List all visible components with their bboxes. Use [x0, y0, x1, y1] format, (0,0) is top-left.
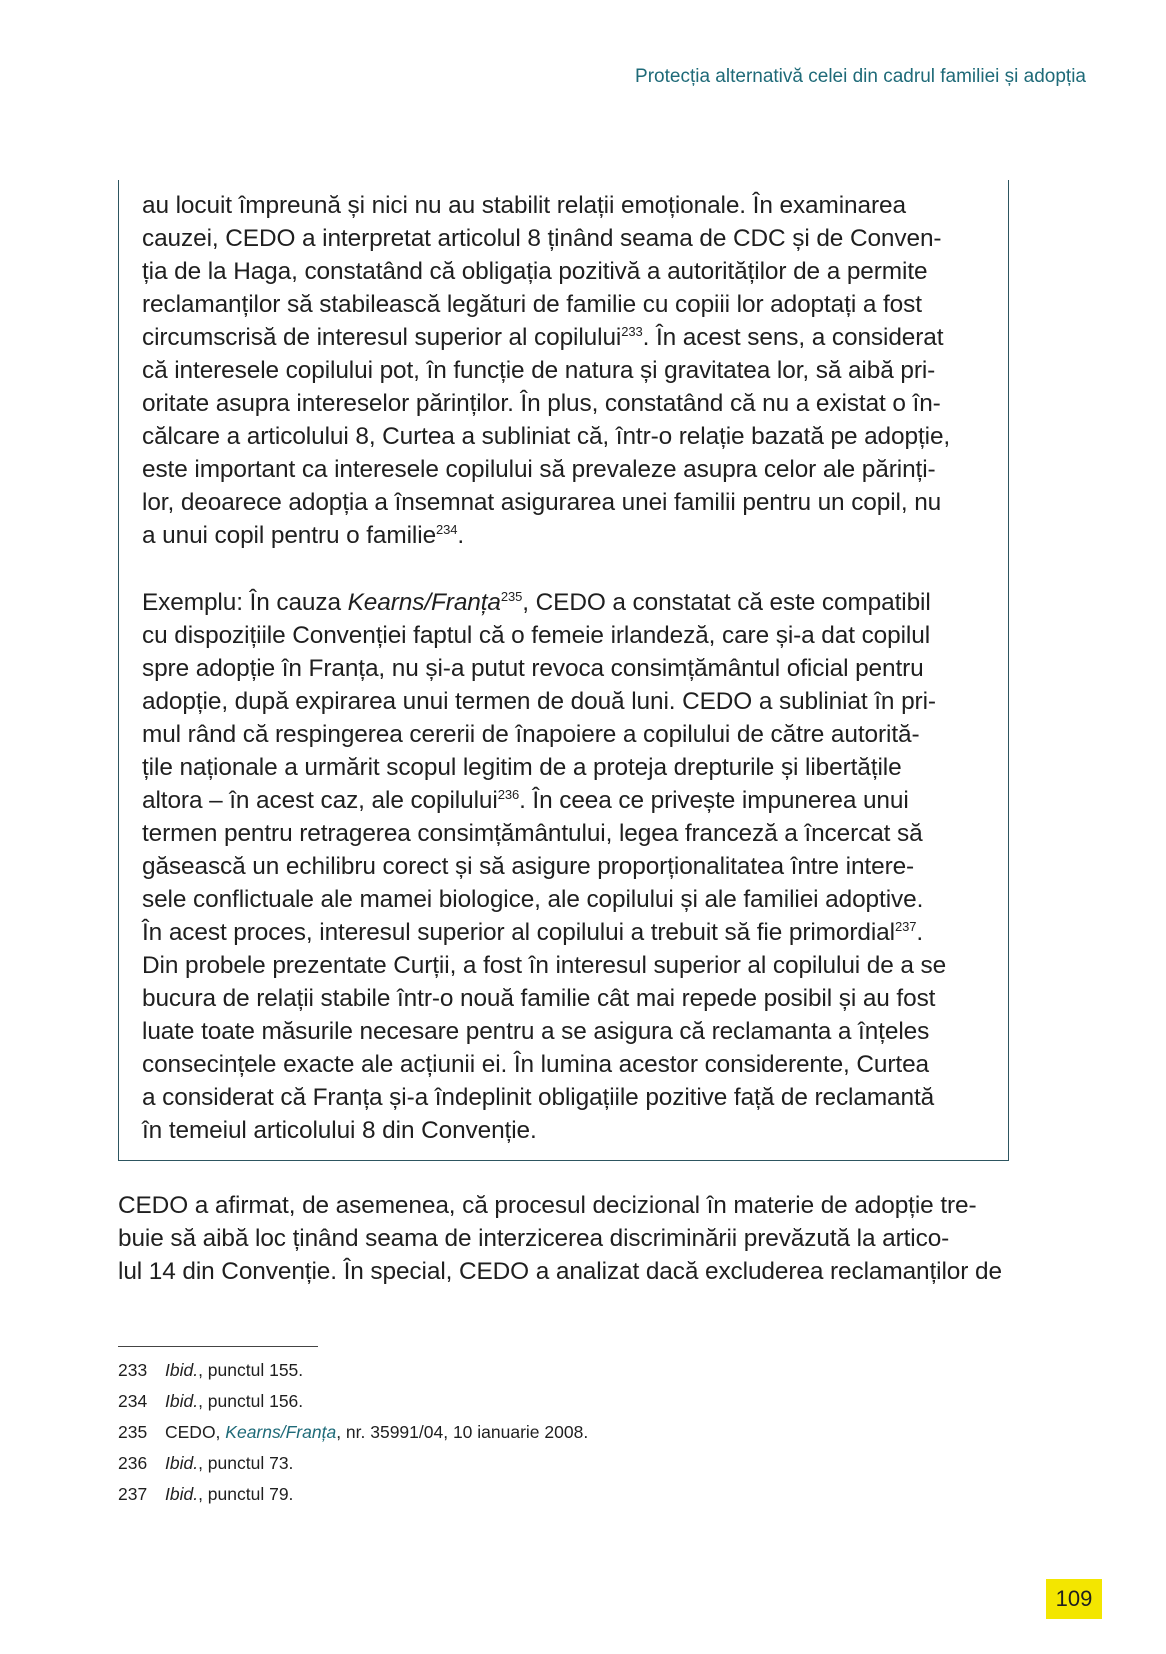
box-line: consecințele exacte ale acțiunii ei. În lumina acestor considerente, Curtea [142, 1051, 929, 1078]
box-line: mul rând că respingerea cererii de înapoiere a copilului de către autorită- [142, 721, 920, 748]
box-line [142, 519, 464, 552]
footnote-234 [118, 1391, 303, 1412]
box-line: lor, deoarece adopția a însemnat asigurarea unei familii pentru un copil, nu [142, 489, 942, 516]
text: , CEDO a constatat că este compatibil [522, 589, 931, 616]
footnote-ibid: Ibid. [165, 1484, 199, 1504]
footnote-number: 233 [118, 1360, 148, 1380]
box-line [142, 321, 943, 354]
box-line: cu dispozițiile Convenției faptul că o femeie irlandeză, care și-a dat copilul [142, 622, 931, 649]
text: altora – în acest caz, ale copilului [142, 787, 498, 814]
footnote-text: CEDO, [165, 1422, 226, 1442]
footnote-number: 236 [118, 1453, 148, 1473]
text: Exemplu: În cauza [142, 589, 348, 616]
text: . [916, 919, 924, 946]
body-line: CEDO a afirmat, de asemenea, că procesul decizional în materie de adopție tre- [118, 1192, 977, 1219]
text: a unui copil pentru o familie [142, 522, 437, 549]
footnote-text: , punctul 73. [198, 1453, 294, 1473]
box-line: este important ca interesele copilului să prevaleze asupra celor ale părinți- [142, 456, 936, 483]
box-line [142, 586, 931, 619]
box-line: termen pentru retragerea consimțământului, legea franceză a încercat să [142, 820, 923, 847]
text: . În ceea ce privește impunerea unui [519, 787, 909, 814]
footnote-ref-235[interactable]: 235 [500, 589, 523, 604]
footnote-number: 235 [118, 1422, 148, 1442]
box-line: reclamanților să stabilească legături de familie cu copiii lor adoptați a fost [142, 291, 922, 318]
footnote-text: , nr. 35991/04, 10 ianuarie 2008. [336, 1422, 589, 1442]
box-line: sele conflictuale ale mamei biologice, ale copilului și ale familiei adoptive. [142, 886, 924, 913]
footnote-number: 234 [118, 1391, 148, 1411]
footnote-number: 237 [118, 1484, 148, 1504]
box-line: călcare a articolului 8, Curtea a subliniat că, într-o relație bazată pe adopție, [142, 423, 951, 450]
footnote-236 [118, 1453, 293, 1474]
box-line: în temeiul articolului 8 din Convenție. [142, 1117, 537, 1144]
footnote-ref-237[interactable]: 237 [894, 919, 917, 934]
footnote-ref-234[interactable]: 234 [436, 522, 458, 537]
footnote-text: , punctul 79. [198, 1484, 294, 1504]
box-line: adopție, după expirarea unui termen de două luni. CEDO a subliniat în pri- [142, 688, 936, 715]
box-line: luate toate măsurile necesare pentru a se asigura că reclamanta a înțeles [142, 1018, 930, 1045]
footnote-ibid: Ibid. [165, 1453, 199, 1473]
footnote-237 [118, 1484, 293, 1505]
footnote-separator [118, 1346, 318, 1347]
box-line: a considerat că Franța și-a îndeplinit obligațiile pozitive față de reclamantă [142, 1084, 935, 1111]
box-line [142, 784, 909, 817]
box-line: țile naționale a urmărit scopul legitim de a proteja drepturile și libertățile [142, 754, 902, 781]
box-line: ția de la Haga, constatând că obligația pozitivă a autorităților de a permite [142, 258, 928, 285]
box-line: spre adopție în Franța, nu și-a putut revoca consimțământul oficial pentru [142, 655, 924, 682]
running-header: Protecția alternativă celei din cadrul familiei și adopția [635, 66, 1086, 87]
box-line: oritate asupra intereselor părinților. În plus, constatând că nu a existat o în- [142, 390, 941, 417]
footnote-ibid: Ibid. [165, 1391, 199, 1411]
footnote-text: , punctul 155. [198, 1360, 304, 1380]
body-line: lul 14 din Convenție. În special, CEDO a analizat dacă excluderea reclamanților de [118, 1258, 1002, 1285]
text: În acest proces, interesul superior al copilului a trebuit să fie primordial [142, 919, 895, 946]
text: . [457, 522, 465, 549]
box-line: găsească un echilibru corect și să asigure proporționalitatea între intere- [142, 853, 915, 880]
box-line [142, 916, 923, 949]
page-number: 109 [1046, 1579, 1102, 1619]
text: . În acest sens, a considerat [642, 324, 944, 351]
box-line: bucura de relații stabile într-o nouă familie cât mai repede posibil și au fost [142, 985, 936, 1012]
footnote-ref-233[interactable]: 233 [621, 324, 643, 339]
box-line: au locuit împreună și nici nu au stabilit relații emoționale. În examinarea [142, 192, 906, 219]
case-name: Kearns/Franța [347, 589, 501, 616]
footnote-text: , punctul 156. [198, 1391, 304, 1411]
case-link[interactable]: Kearns/Franța [225, 1422, 337, 1442]
footnote-ref-236[interactable]: 236 [497, 787, 520, 802]
box-line: că interesele copilului pot, în funcție de natura și gravitatea lor, să aibă pri- [142, 357, 936, 384]
footnote-233 [118, 1360, 303, 1381]
body-line: buie să aibă loc ținând seama de interzicerea discriminării prevăzută la artico- [118, 1225, 950, 1252]
text: circumscrisă de interesul superior al copilului [142, 324, 622, 351]
box-line: cauzei, CEDO a interpretat articolul 8 ținând seama de CDC și de Conven- [142, 225, 942, 252]
box-line: Din probele prezentate Curții, a fost în interesul superior al copilului de a se [142, 952, 947, 979]
footnote-ibid: Ibid. [165, 1360, 199, 1380]
footnote-235 [118, 1422, 588, 1443]
